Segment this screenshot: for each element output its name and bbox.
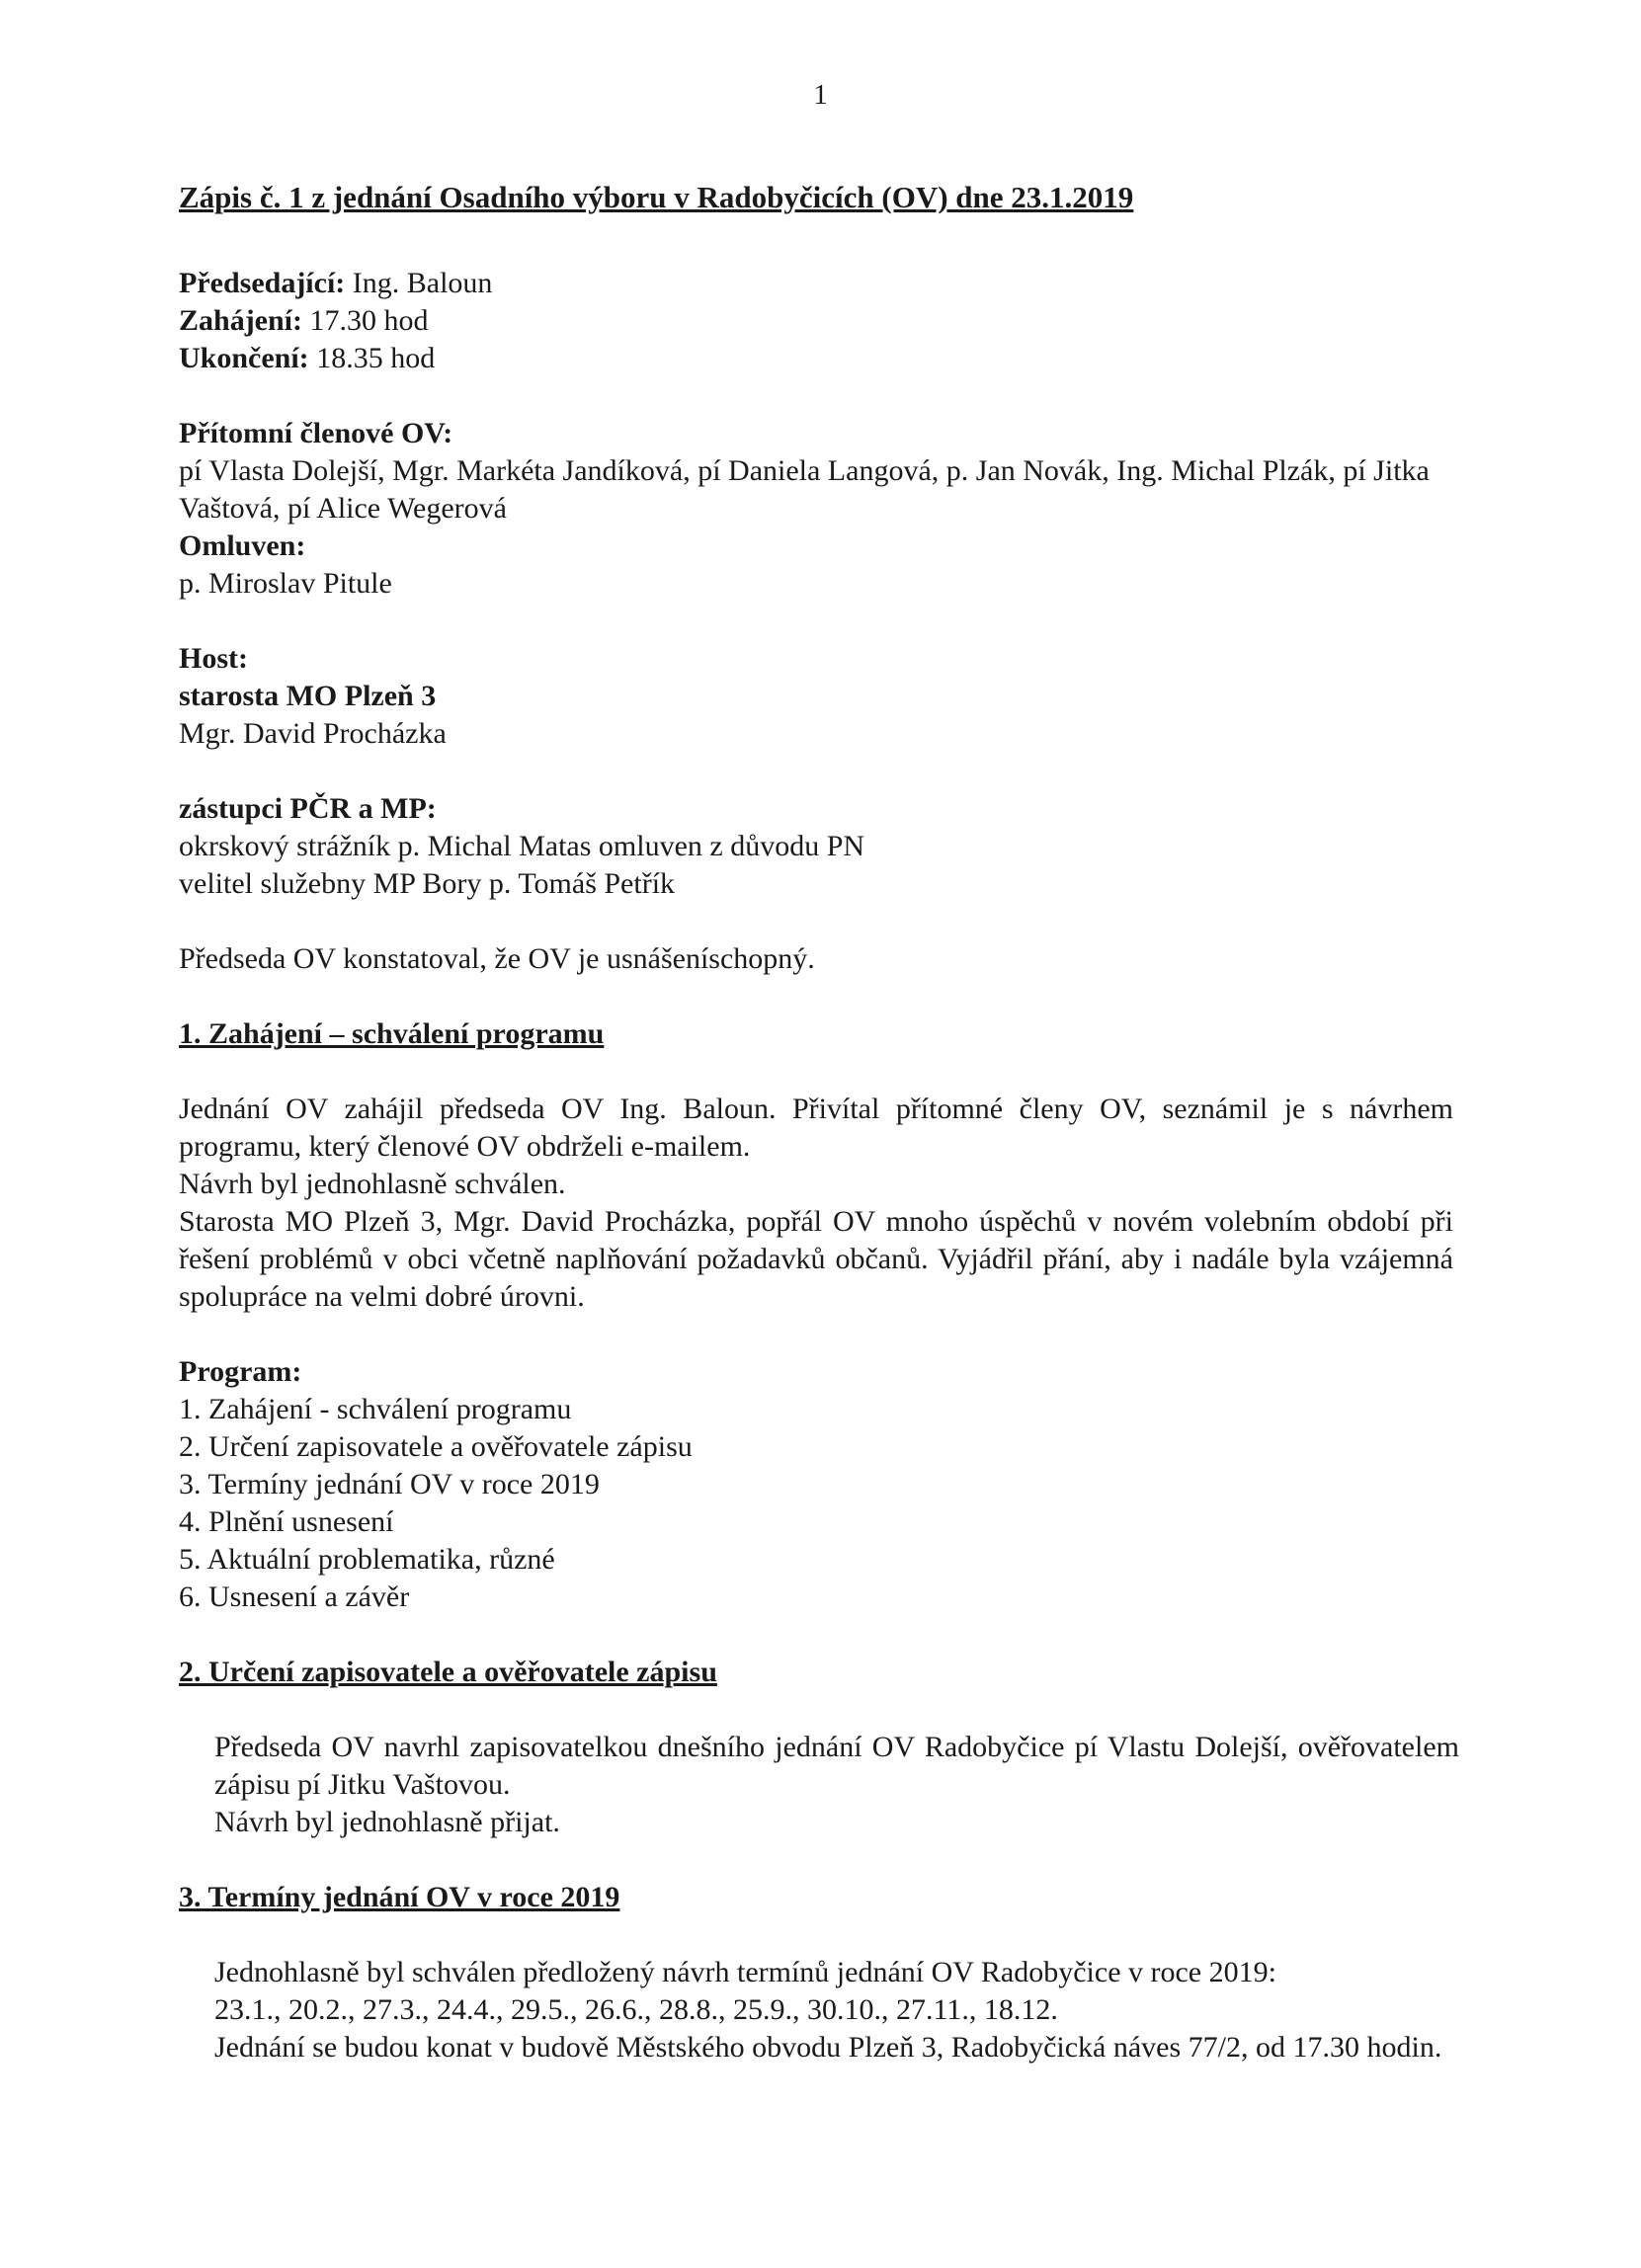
page-number: 1 (813, 79, 828, 111)
section-2 (179, 1654, 1459, 1841)
program-item: 2. Určení zapisovatele a ověřovatele zápisu (179, 1430, 693, 1463)
section-3-heading: 3. Termíny jednání OV v roce 2019 (179, 1881, 620, 1913)
guest-role: starosta MO Plzeň 3 (179, 680, 437, 712)
excused-text: p. Miroslav Pitule (179, 567, 392, 600)
program-item: 4. Plnění usnesení (179, 1505, 394, 1538)
police-section (179, 790, 1453, 903)
program-label: Program: (179, 1355, 302, 1388)
section-1-para-2: Návrh byl jednohlasně schválen. (179, 1168, 566, 1200)
members-section (179, 415, 1453, 603)
section-3-dates: 23.1., 20.2., 27.3., 24.4., 29.5., 26.6., 28.8., 25.9., 30.10., 27.11., 18.12. (214, 1993, 1058, 2026)
quorum-statement: Předseda OV konstatoval, že OV je usnášeníschopný. (179, 942, 815, 975)
section-1 (179, 1015, 1453, 1316)
meeting-header (179, 265, 1453, 377)
chair-label: Předsedající: (179, 267, 346, 299)
document-body (179, 178, 1459, 2066)
end-value: 18.35 hod (308, 342, 436, 374)
members-text: pí Vlasta Dolejší, Mgr. Markéta Jandíková, pí Daniela Langová, p. Jan Novák, Ing. Michal Plzák, pí Jitka Vaštová, pí Alice Wegerová (179, 454, 1430, 525)
police-label: zástupci PČR a MP: (179, 792, 437, 825)
police-line-2: velitel služebny MP Bory p. Tomáš Petřík (179, 867, 676, 900)
chair-line (179, 265, 1453, 302)
program-item: 3. Termíny jednání OV v roce 2019 (179, 1468, 600, 1500)
section-3-para-1: Jednohlasně byl schválen předložený návrh termínů jednání OV Radobyčice v roce 2019: (214, 1956, 1276, 1988)
section-1-para-3: Starosta MO Plzeň 3, Mgr. David Procházka, popřál OV mnoho úspěchů v novém volebním období při řešení problémů v obci včetně naplňování požadavků občanů. Vyjádřil přání, aby i nadále byla vzájemná spolupráce na velmi dobré úrovni. (179, 1205, 1453, 1313)
guest-label: Host: (179, 642, 248, 675)
section-3-para-2: Jednání se budou konat v budově Městského obvodu Plzeň 3, Radobyčická náves 77/2, od 17.30 hodin. (214, 2031, 1442, 2064)
program-section (179, 1353, 1453, 1616)
section-2-para-2: Návrh byl jednohlasně přijat. (214, 1806, 560, 1838)
chair-value: Ing. Baloun (345, 267, 493, 299)
guest-section (179, 640, 1453, 753)
section-1-heading: 1. Zahájení – schválení programu (179, 1017, 605, 1050)
guest-name: Mgr. David Procházka (179, 717, 447, 750)
start-line (179, 302, 1453, 340)
program-item: 1. Zahájení - schválení programu (179, 1393, 572, 1425)
section-2-para-1: Předseda OV navrhl zapisovatelkou dnešního jednání OV Radobyčice pí Vlastu Dolejší, ověřovatelem zápisu pí Jitku Vaštovou. (214, 1731, 1459, 1801)
end-line (179, 340, 1453, 377)
excused-label: Omluven: (179, 529, 306, 562)
police-line-1: okrskový strážník p. Michal Matas omluven z důvodu PN (179, 830, 865, 862)
start-label: Zahájení: (179, 304, 303, 337)
members-label: Přítomní členové OV: (179, 417, 453, 449)
start-value: 17.30 hod (302, 304, 429, 337)
program-item: 5. Aktuální problematika, různé (179, 1543, 555, 1576)
end-label: Ukončení: (179, 342, 309, 374)
section-1-para-1: Jednání OV zahájil předseda OV Ing. Baloun. Přivítal přítomné členy OV, seznámil je s návrhem programu, který členové OV obdrželi e-mailem. (179, 1093, 1453, 1163)
section-2-heading: 2. Určení zapisovatele a ověřovatele zápisu (179, 1656, 717, 1688)
document-title: Zápis č. 1 z jednání Osadního výboru v Radobyčicích (OV) dne 23.1.2019 (179, 180, 1134, 214)
program-item: 6. Usnesení a závěr (179, 1580, 410, 1613)
section-3 (179, 1879, 1453, 2066)
